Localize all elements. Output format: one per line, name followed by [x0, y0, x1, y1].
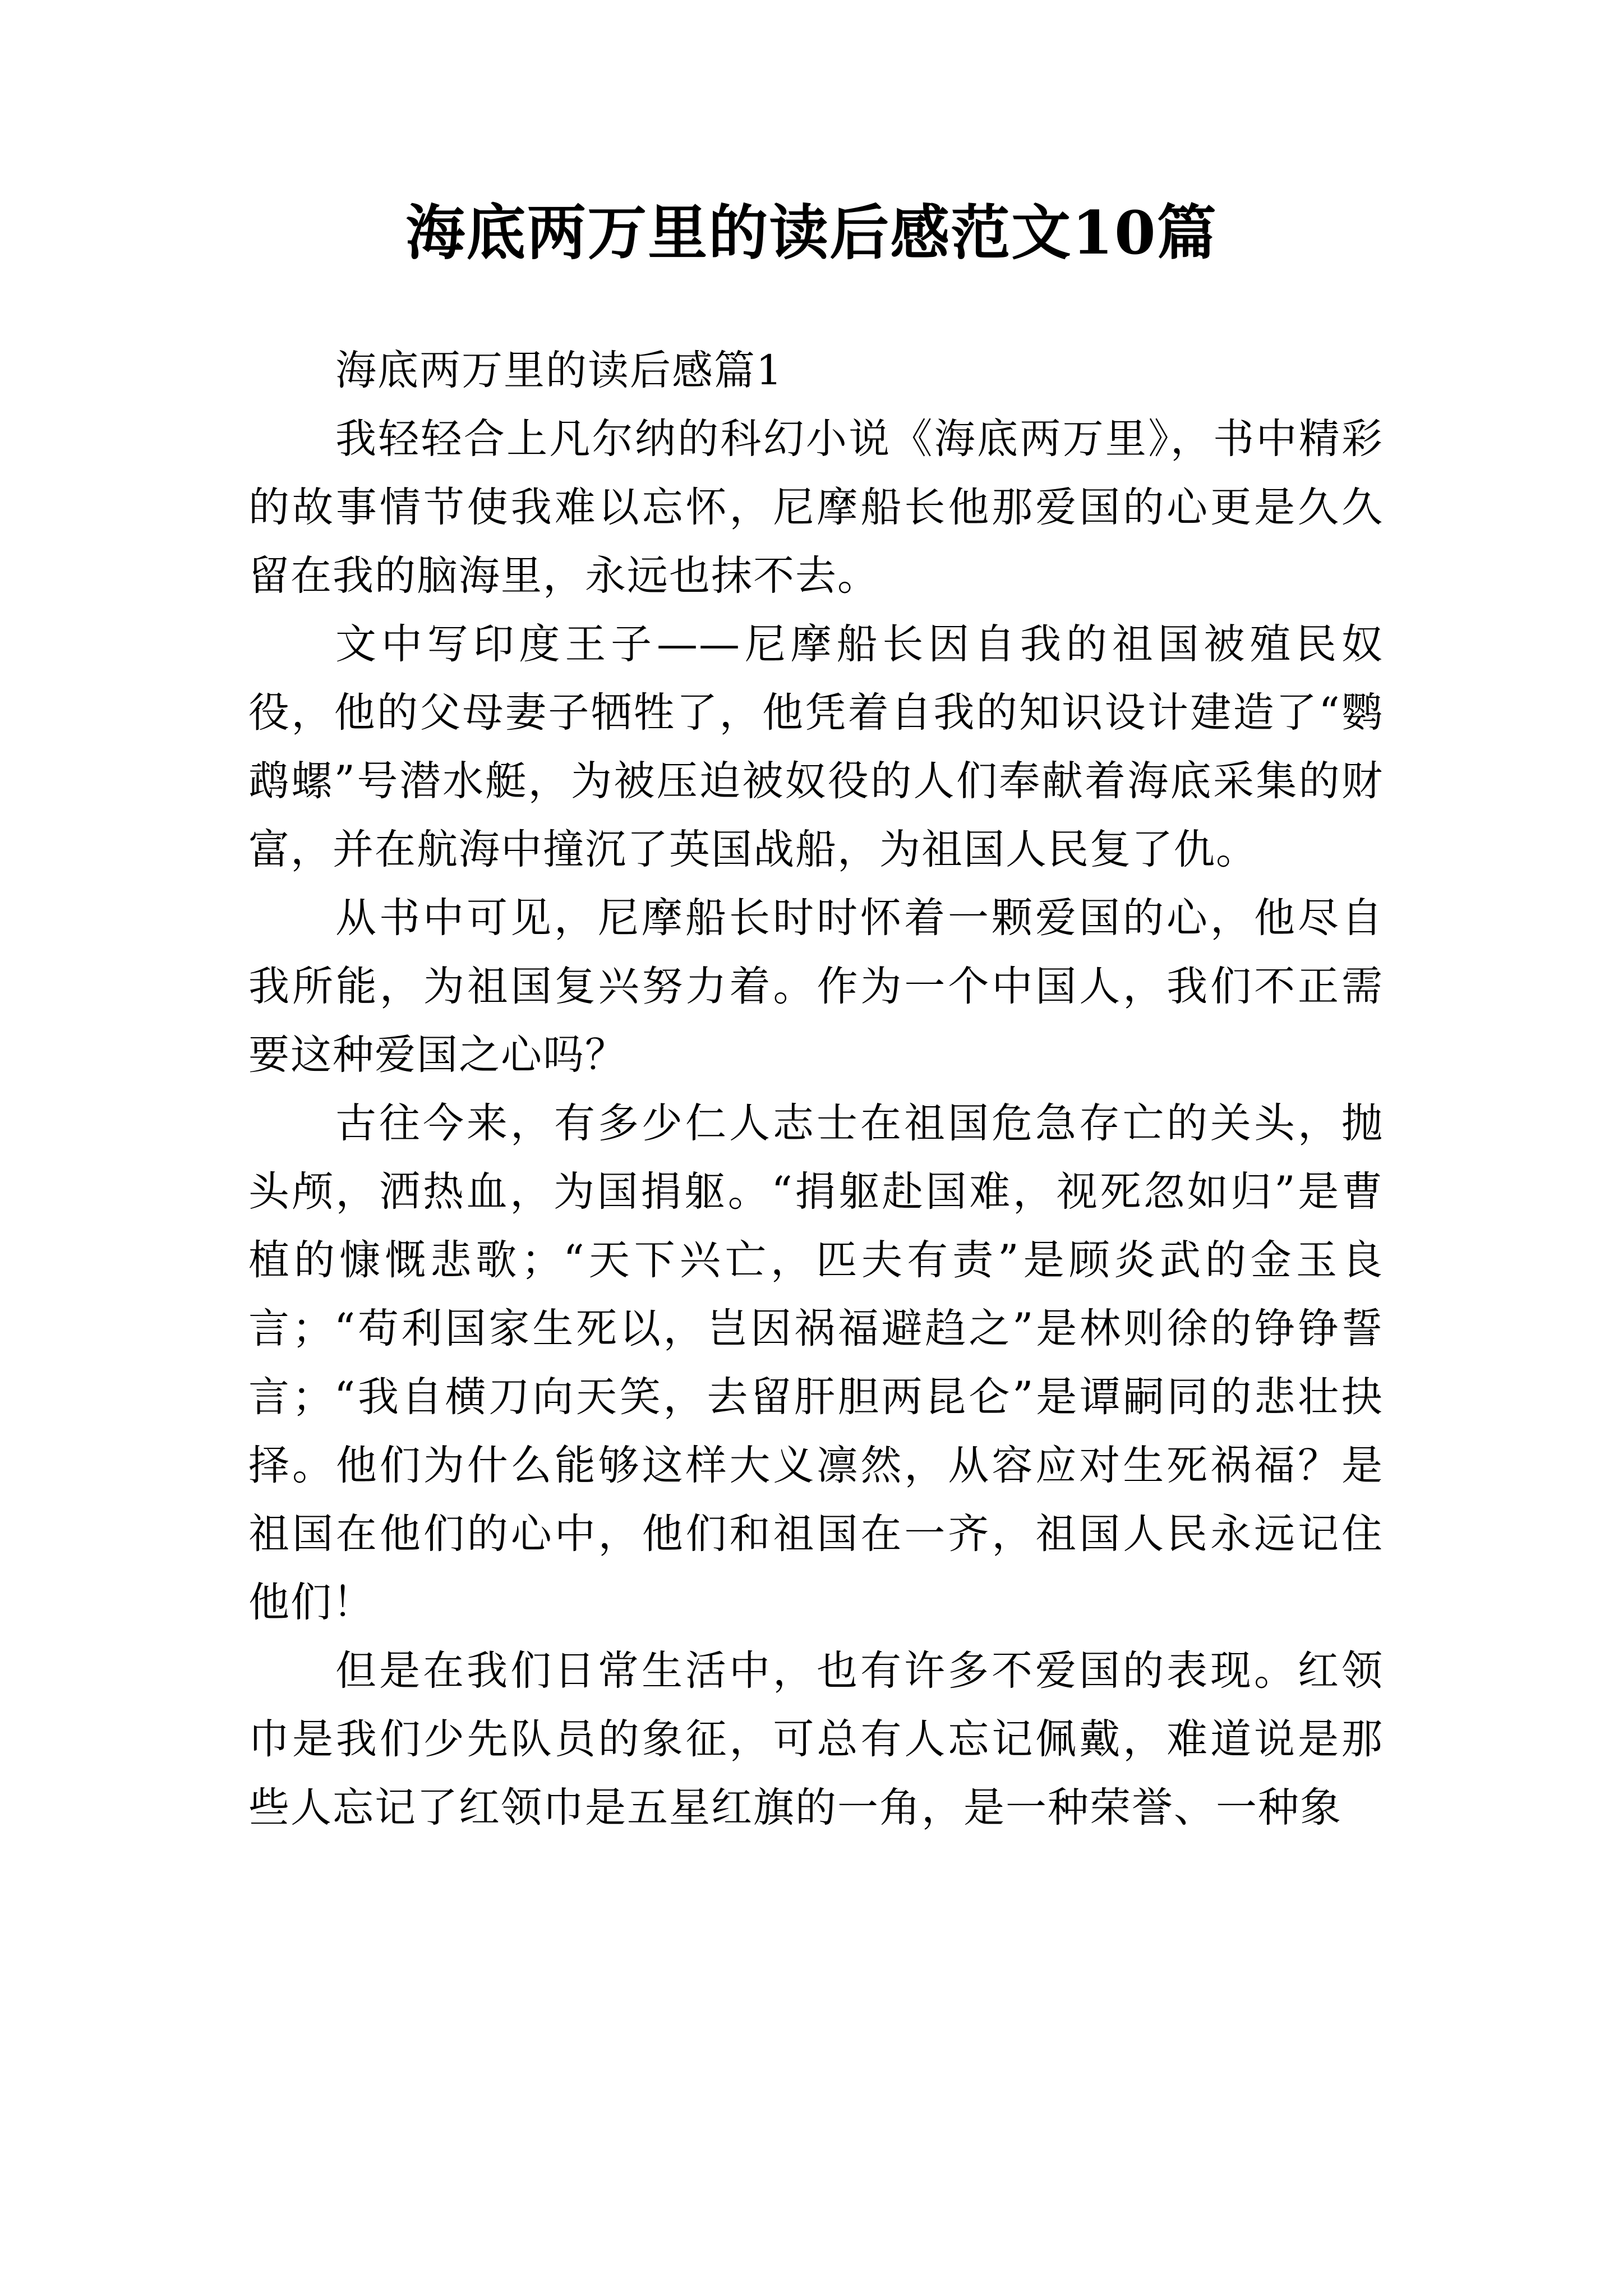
document-body [248, 337, 1384, 1842]
paragraph: 但是在我们日常生活中，也有许多不爱国的表现。红领巾是我们少先队员的象征，可总有人忘记佩戴，难道说是那些人忘记了红领巾是五星红旗的一角，是一种荣誉、一种象 [248, 1647, 1384, 1832]
paragraph: 从书中可见，尼摩船长时时怀着一颗爱国的心，他尽自我所能，为祖国复兴努力着。作为一个中国人，我们不正需要这种爱国之心吗？ [248, 894, 1384, 1079]
paragraph: 文中写印度王子——尼摩船长因自我的祖国被殖民奴役，他的父母妻子牺牲了，他凭着自我的知识设计建造了“鹦鹉螺”号潜水艇，为被压迫被奴役的人们奉献着海底采集的财富，并在航海中撞沉了英国战船，为祖国人民复了仇。 [248, 620, 1384, 873]
document-title: 海底两万里的读后感范文10篇 [405, 197, 1218, 268]
paragraph: 古往今来，有多少仁人志士在祖国危急存亡的关头，抛头颅，洒热血，为国捐躯。“捐躯赴国难，视死忽如归”是曹植的慷慨悲歌；“天下兴亡，匹夫有责”是顾炎武的金玉良言；“苟利国家生死以，岂因祸福避趋之”是林则徐的铮铮誓言；“我自横刀向天笑，去留肝胆两昆仑”是谭嗣同的悲壮抉择。他们为什么能够这样大义凛然，从容应对生死祸福？是祖国在他们的心中，他们和祖国在一齐，祖国人民永远记住他们！ [248, 1099, 1384, 1626]
paragraph: 我轻轻合上凡尔纳的科幻小说《海底两万里》，书中精彩的故事情节使我难以忘怀，尼摩船长他那爱国的心更是久久留在我的脑海里，永远也抹不去。 [248, 415, 1384, 600]
section-heading: 海底两万里的读后感篇1 [335, 347, 783, 394]
